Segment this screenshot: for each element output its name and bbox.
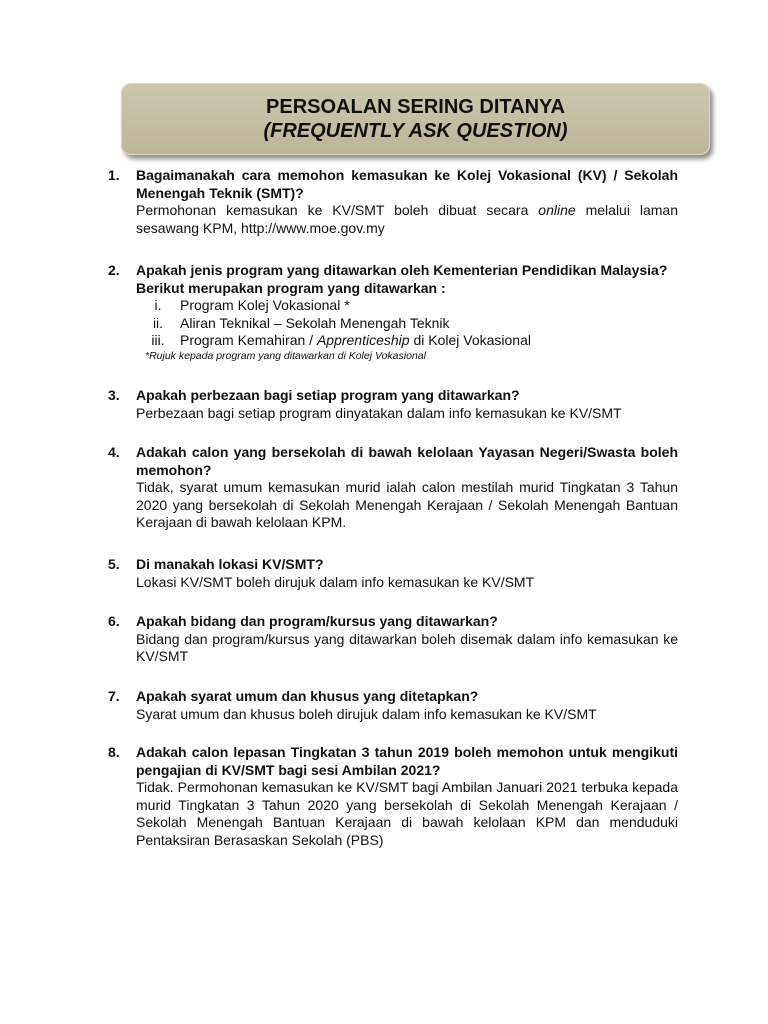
question-number: 6. — [108, 613, 120, 629]
question-text: Apakah syarat umum dan khusus yang ditetapkan? — [136, 688, 479, 704]
question-text: Apakah jenis program yang ditawarkan oleh Kementerian Pendidikan Malaysia? — [136, 262, 668, 278]
faq-item-3 — [108, 387, 678, 422]
faq-item-4 — [108, 444, 678, 532]
answer-text: Perbezaan bagi setiap program dinyatakan dalam info kemasukan ke KV/SMT — [136, 404, 622, 421]
question-text: Apakah perbezaan bagi setiap program yang ditawarkan? — [136, 387, 520, 403]
page-subtitle: (FREQUENTLY ASK QUESTION) — [263, 120, 568, 142]
list-item: iii. Program Kemahiran / Apprenticeship di Kolej Vokasional — [151, 332, 531, 349]
question-number: 3. — [108, 387, 120, 403]
answer-text: Tidak. Permohonan kemasukan ke KV/SMT bagi Ambilan Januari 2021 terbuka kepada murid Tingkatan 3 Tahun 2020 yang bersekolah di Sekolah Menengah Kerajaan / Sekolah Menengah Bantuan Kerajaan di bawah kelolaan KPM dan menduduki Pentaksiran Berasaskan Sekolah (PBS) — [136, 779, 678, 848]
question-text: Apakah bidang dan program/kursus yang ditawarkan? — [136, 613, 498, 629]
question-subtext: Berikut merupakan program yang ditawarkan : — [136, 279, 446, 296]
answer-text: Lokasi KV/SMT boleh dirujuk dalam info kemasukan ke KV/SMT — [136, 573, 535, 590]
question-number: 8. — [108, 744, 120, 760]
faq-item-2 — [108, 262, 678, 363]
question-number: 5. — [108, 556, 120, 572]
question-number: 7. — [108, 688, 120, 704]
question-number: 1. — [108, 167, 120, 183]
faq-item-5 — [108, 556, 678, 591]
faq-item-8 — [108, 744, 678, 850]
faq-item-1 — [108, 167, 678, 237]
question-text: Adakah calon yang bersekolah di bawah kelolaan Yayasan Negeri/Swasta boleh memohon? — [136, 444, 678, 478]
question-text: Di manakah lokasi KV/SMT? — [136, 556, 324, 572]
list-item: ii. Aliran Teknikal – Sekolah Menengah Teknik — [152, 314, 450, 331]
answer-text: Bidang dan program/kursus yang ditawarkan boleh disemak dalam info kemasukan ke KV/SMT — [136, 630, 678, 665]
program-list — [136, 297, 678, 350]
title-banner — [121, 83, 710, 155]
answer-text: Syarat umum dan khusus boleh dirujuk dalam info kemasukan ke KV/SMT — [136, 705, 597, 722]
question-number: 2. — [108, 262, 120, 278]
answer-text: Permohonan kemasukan ke KV/SMT boleh dibuat secara online melalui laman sesawang KPM, http://www.moe.gov.my — [136, 202, 678, 236]
footnote: *Rujuk kepada program yang ditawarkan di Kolej Vokasional — [145, 349, 426, 362]
question-number: 4. — [108, 444, 120, 460]
answer-text: Tidak, syarat umum kemasukan murid ialah calon mestilah murid Tingkatan 3 Tahun 2020 yang bersekolah di Sekolah Menengah Kerajaan / Sekolah Menengah Bantuan Kerajaan di bawah kelolaan KPM. — [136, 479, 678, 531]
question-text: Adakah calon lepasan Tingkatan 3 tahun 2019 boleh memohon untuk mengikuti pengajian di KV/SMT bagi sesi Ambilan 2021? — [136, 744, 678, 778]
faq-item-6 — [108, 613, 678, 666]
faq-item-7 — [108, 688, 678, 723]
list-item: i. Program Kolej Vokasional * — [154, 297, 350, 314]
question-text: Bagaimanakah cara memohon kemasukan ke Kolej Vokasional (KV) / Sekolah Menengah Teknik (SMT)? — [136, 167, 678, 201]
page-title: PERSOALAN SERING DITANYA — [266, 96, 565, 118]
